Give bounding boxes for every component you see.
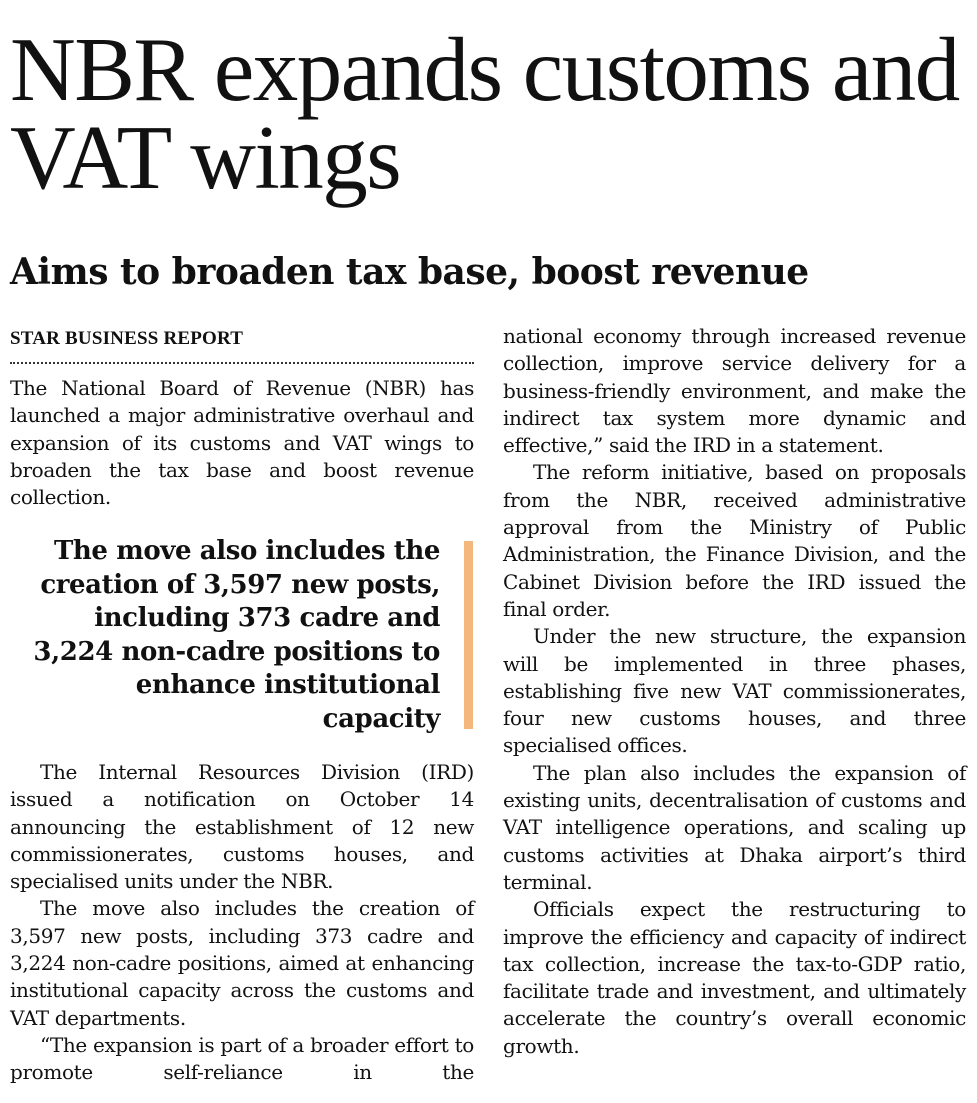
body-paragraph: The reform initiative, based on proposals from the NBR, received administrative approval from the Ministry of Public Administration, the Finance Division, and the Cabinet Division before the IRD issued the final order. (503, 460, 966, 621)
headline: NBR expands customs and VAT wings (10, 19, 959, 208)
body-paragraph: Under the new structure, the expansion will be implemented in three phases, establishing five new VAT commissionerates, four new customs houses, and three specialised offices. (503, 624, 966, 758)
byline-divider (10, 362, 474, 364)
article-column-left-bottom (10, 759, 474, 1087)
article-column-right (503, 323, 966, 1060)
byline: STAR BUSINESS REPORT (10, 328, 244, 349)
body-paragraph: The Internal Resources Division (IRD) issued a notification on October 14 announcing the establishment of 12 new commissionerates, customs houses, and specialised units under the NBR. (10, 760, 474, 894)
body-paragraph: “The expansion is part of a broader effort to promote self-reliance in the (10, 1032, 474, 1085)
body-paragraph: Officials expect the restructuring to improve the efficiency and capacity of indirect tax collection, increase the tax-to-GDP ratio, facilitate trade and investment, and ultimately accelerate the country’s overall economic growth. (503, 897, 966, 1058)
body-paragraph: The move also includes the creation of 3,597 new posts, including 373 cadre and 3,224 non-cadre positions, aimed at enhancing institutional capacity across the customs and VAT departments. (10, 896, 474, 1030)
body-paragraph: The National Board of Revenue (NBR) has launched a major administrative overhaul and expansion of its customs and VAT wings to broaden the tax base and boost revenue collection. (10, 376, 474, 510)
article-column-left-top (10, 375, 474, 511)
pull-quote-accent-bar (464, 541, 473, 729)
body-paragraph: national economy through increased revenue collection, improve service delivery for a business-friendly environment, and make the indirect tax system more dynamic and effective,” said the IRD in a statement. (503, 324, 966, 458)
body-paragraph: The plan also includes the expansion of existing units, decentralisation of customs and VAT intelligence operations, and scaling up customs activities at Dhaka airport’s third terminal. (503, 760, 966, 894)
pull-quote: The move also includes the creation of 3,597 new posts, including 373 cadre and 3,224 non-cadre positions to enhance institutional capacity (33, 536, 440, 734)
subheadline: Aims to broaden tax base, boost revenue (10, 251, 809, 293)
